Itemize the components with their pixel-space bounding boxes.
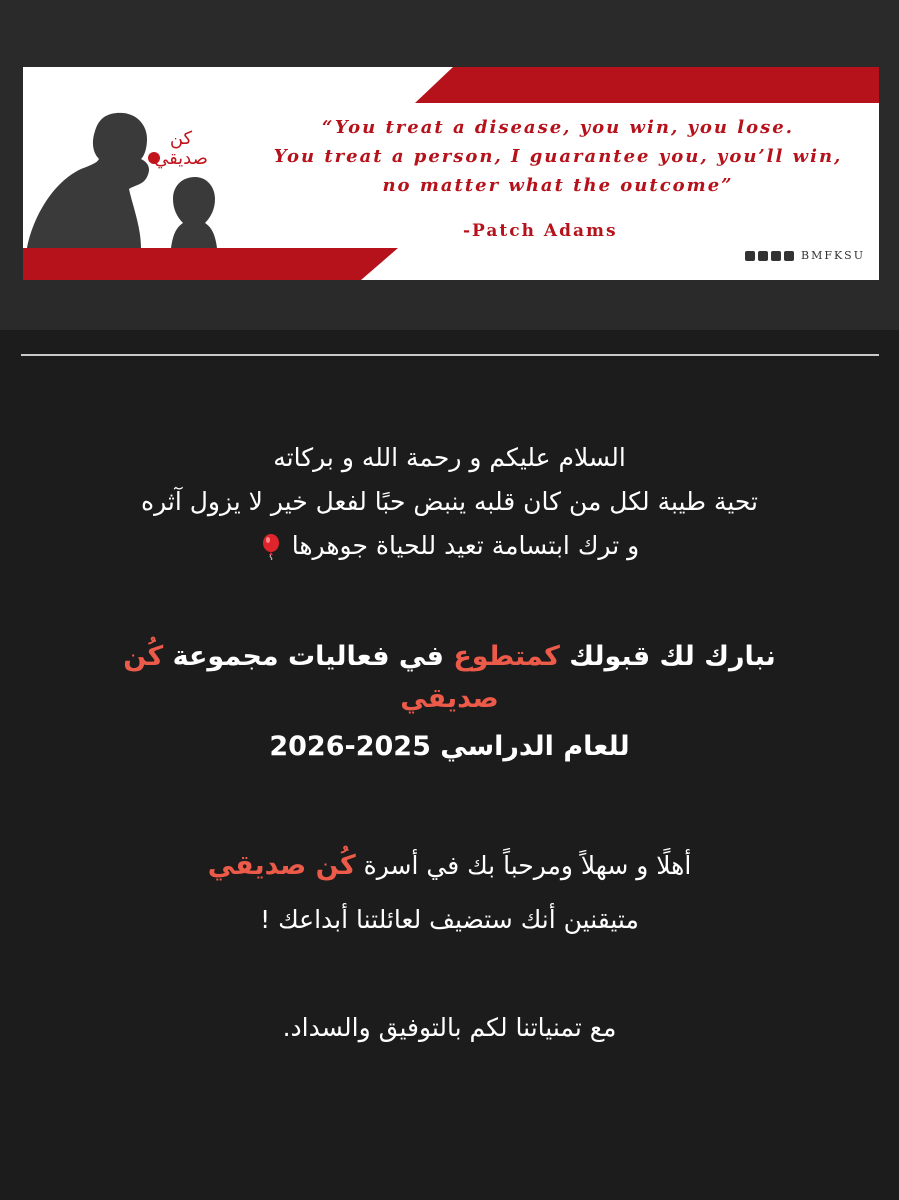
congrats-mid: في فعاليات مجموعة — [163, 641, 454, 672]
quote-line-1: “You treat a disease, you win, you lose. — [321, 117, 794, 138]
greeting-line-3 — [20, 528, 879, 564]
academic-year: للعام الدراسي 2025-2026 — [269, 731, 630, 762]
congrats-pre: نبارك لك قبولك — [559, 641, 776, 672]
balloon-icon — [260, 534, 282, 560]
child-silhouette — [171, 177, 217, 248]
group-name-part1: كُن — [123, 641, 164, 672]
welcome-group: كُن صديقي — [207, 850, 356, 881]
logo-line-2: صديقي — [154, 148, 208, 169]
twitter-icon — [745, 251, 755, 261]
adult-silhouette — [27, 113, 149, 248]
closing-line: مع تمنياتنا لكم بالتوفيق والسداد. — [282, 1013, 617, 1042]
social-handles — [745, 249, 865, 262]
banner-logo — [141, 129, 221, 169]
social-handle: BMFKSU — [800, 249, 865, 262]
top-red-stripe — [415, 67, 879, 103]
banner-quote — [228, 113, 879, 200]
quote-line-3: no matter what the outcome” — [382, 175, 734, 196]
youtube-icon — [784, 251, 794, 261]
instagram-icon — [771, 251, 781, 261]
welcome-pre: أهلًا و سهلاً ومرحباً بك في أسرة — [355, 851, 692, 880]
quote-banner — [23, 67, 879, 280]
greeting-line: السلام عليكم و رحمة الله و بركاته — [273, 443, 626, 472]
congrats-line — [20, 636, 879, 678]
divider — [21, 354, 879, 356]
group-name-part2: صديقي — [400, 683, 499, 714]
quote-author: -Patch Adams — [463, 221, 618, 241]
bottom-red-stripe — [23, 248, 398, 280]
logo-line-1: كن — [169, 128, 193, 149]
greeting-line-2: تحية طيبة لكل من كان قلبه ينبض حبًا لفعل خير لا يزول آثره — [140, 487, 758, 516]
confidence-line: متيقنين أنك ستضيف لعائلتنا أبداعك ! — [260, 905, 639, 934]
message-body — [20, 440, 879, 1046]
volunteer-role: كمتطوع — [453, 641, 560, 672]
greeting-line-3-text: و ترك ابتسامة تعيد للحياة جوهرها — [291, 531, 640, 560]
welcome-line — [20, 848, 879, 884]
quote-line-2: You treat a person, I guarantee you, you’ll win, — [273, 146, 843, 167]
snapchat-icon — [758, 251, 768, 261]
